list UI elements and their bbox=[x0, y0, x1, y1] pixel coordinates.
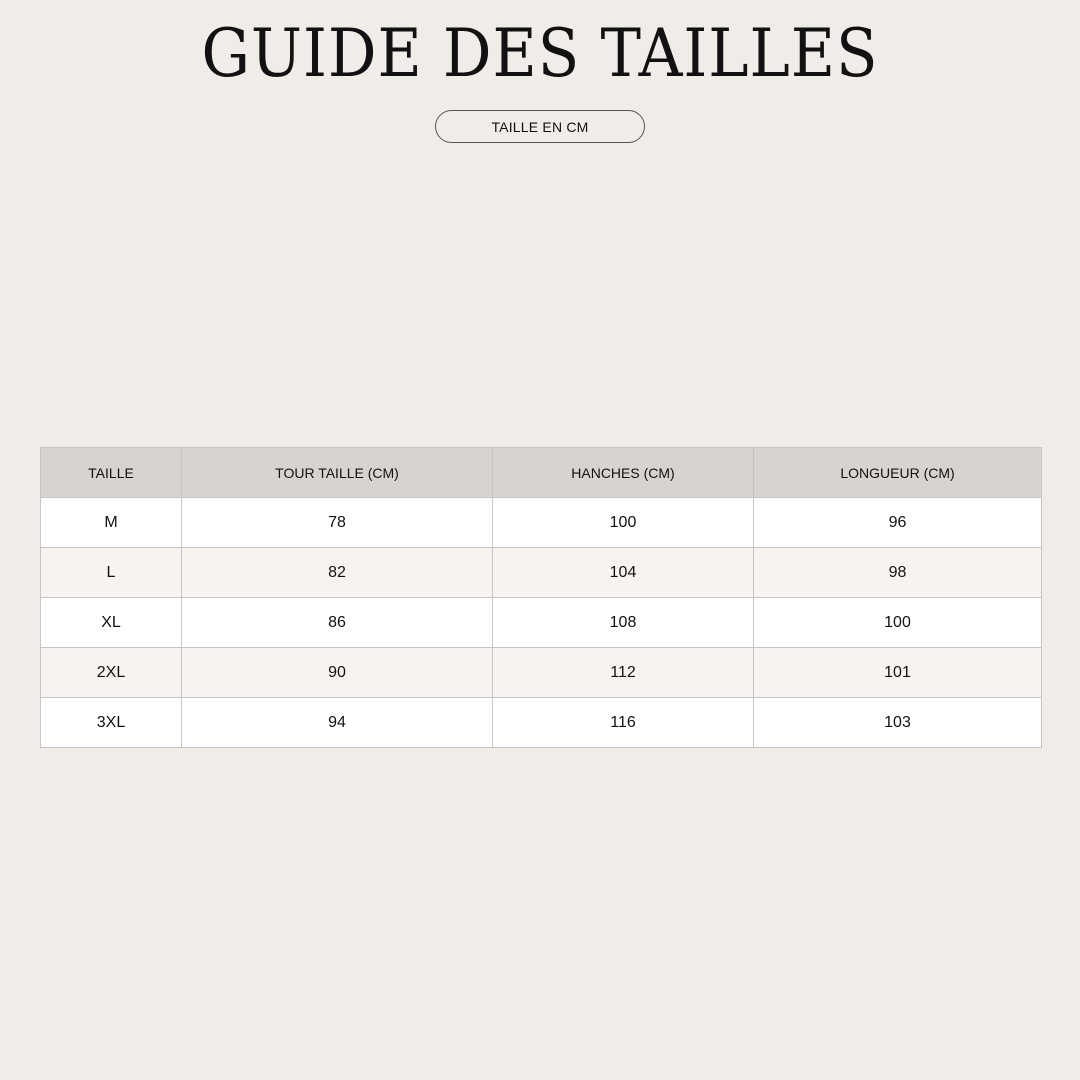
cell-length: 98 bbox=[754, 548, 1042, 598]
column-header-hanches: HANCHES (CM) bbox=[493, 448, 754, 498]
cell-size: 3XL bbox=[41, 698, 182, 748]
table-row bbox=[41, 648, 1042, 698]
cell-length: 100 bbox=[754, 598, 1042, 648]
cell-length: 96 bbox=[754, 498, 1042, 548]
unit-badge bbox=[435, 110, 645, 143]
cell-hips: 112 bbox=[493, 648, 754, 698]
cell-waist: 86 bbox=[182, 598, 493, 648]
size-table bbox=[40, 447, 1042, 748]
cell-hips: 108 bbox=[493, 598, 754, 648]
column-header-longueur: LONGUEUR (CM) bbox=[754, 448, 1042, 498]
unit-badge-label: TAILLE EN CM bbox=[491, 118, 589, 135]
page-title: GUIDE DES TAILLES bbox=[201, 15, 879, 92]
table-row bbox=[41, 698, 1042, 748]
cell-size: 2XL bbox=[41, 648, 182, 698]
cell-hips: 104 bbox=[493, 548, 754, 598]
cell-hips: 100 bbox=[493, 498, 754, 548]
cell-waist: 78 bbox=[182, 498, 493, 548]
cell-waist: 94 bbox=[182, 698, 493, 748]
cell-length: 103 bbox=[754, 698, 1042, 748]
column-header-taille: TAILLE bbox=[41, 448, 182, 498]
cell-size: XL bbox=[41, 598, 182, 648]
cell-size: L bbox=[41, 548, 182, 598]
cell-waist: 90 bbox=[182, 648, 493, 698]
table-header-row bbox=[41, 448, 1042, 498]
table-row bbox=[41, 498, 1042, 548]
table-row bbox=[41, 598, 1042, 648]
column-header-tour-taille: TOUR TAILLE (CM) bbox=[182, 448, 493, 498]
cell-length: 101 bbox=[754, 648, 1042, 698]
table-row bbox=[41, 548, 1042, 598]
cell-waist: 82 bbox=[182, 548, 493, 598]
cell-hips: 116 bbox=[493, 698, 754, 748]
cell-size: M bbox=[41, 498, 182, 548]
